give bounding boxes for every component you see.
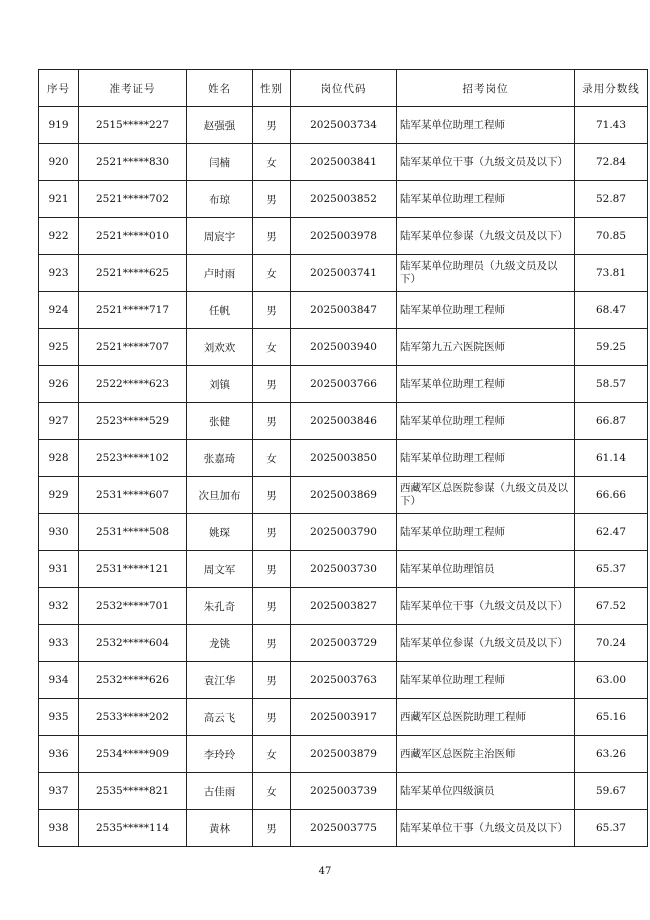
cell-name: 卢时雨 (187, 255, 253, 292)
cell-name: 任帆 (187, 292, 253, 329)
cell-post-code: 2025003730 (291, 551, 397, 588)
cell-name: 赵强强 (187, 107, 253, 144)
cell-ticket-number: 2521*****717 (79, 292, 187, 329)
cell-post: 陆军某单位干事（九级文员及以下） (397, 144, 575, 181)
cell-post: 陆军某单位参谋（九级文员及以下） (397, 625, 575, 662)
cell-ticket-number: 2534*****909 (79, 736, 187, 773)
cell-ticket-number: 2522*****623 (79, 366, 187, 403)
cell-ticket-number: 2531*****121 (79, 551, 187, 588)
cell-post-code: 2025003917 (291, 699, 397, 736)
table-row (39, 699, 648, 736)
cell-post-code: 2025003766 (291, 366, 397, 403)
cell-score: 70.24 (575, 625, 648, 662)
cell-post-code: 2025003869 (291, 477, 397, 514)
cell-gender: 男 (253, 181, 291, 218)
cell-serial: 924 (39, 292, 79, 329)
cell-ticket-number: 2532*****604 (79, 625, 187, 662)
table-row (39, 440, 648, 477)
cell-post: 陆军某单位参谋（九级文员及以下） (397, 218, 575, 255)
cell-gender: 男 (253, 662, 291, 699)
cell-post: 陆军某单位助理工程师 (397, 403, 575, 440)
cell-name: 刘镇 (187, 366, 253, 403)
cell-score: 59.67 (575, 773, 648, 810)
cell-score: 63.26 (575, 736, 648, 773)
cell-post: 陆军某单位助理工程师 (397, 181, 575, 218)
cell-post: 西藏军区总医院助理工程师 (397, 699, 575, 736)
cell-name: 刘欢欢 (187, 329, 253, 366)
cell-name: 闫楠 (187, 144, 253, 181)
header-score: 录用分数线 (575, 70, 648, 107)
cell-post-code: 2025003879 (291, 736, 397, 773)
cell-score: 71.43 (575, 107, 648, 144)
cell-post: 陆军某单位四级演员 (397, 773, 575, 810)
table-row (39, 662, 648, 699)
cell-serial: 923 (39, 255, 79, 292)
cell-gender: 女 (253, 144, 291, 181)
cell-score: 52.87 (575, 181, 648, 218)
cell-post: 陆军某单位助理工程师 (397, 440, 575, 477)
cell-serial: 938 (39, 810, 79, 847)
cell-post: 陆军某单位干事（九级文员及以下） (397, 810, 575, 847)
table-row (39, 477, 648, 514)
cell-ticket-number: 2523*****529 (79, 403, 187, 440)
cell-gender: 男 (253, 588, 291, 625)
cell-serial: 936 (39, 736, 79, 773)
cell-post-code: 2025003847 (291, 292, 397, 329)
cell-post: 陆军某单位干事（九级文员及以下） (397, 588, 575, 625)
cell-name: 黄林 (187, 810, 253, 847)
cell-ticket-number: 2521*****625 (79, 255, 187, 292)
cell-score: 73.81 (575, 255, 648, 292)
cell-post: 陆军某单位助理工程师 (397, 662, 575, 699)
cell-gender: 男 (253, 699, 291, 736)
cell-serial: 925 (39, 329, 79, 366)
cell-post-code: 2025003763 (291, 662, 397, 699)
cell-serial: 934 (39, 662, 79, 699)
cell-post: 西藏军区总医院主治医师 (397, 736, 575, 773)
cell-name: 朱孔奇 (187, 588, 253, 625)
header-gender: 性别 (253, 70, 291, 107)
cell-post-code: 2025003734 (291, 107, 397, 144)
cell-serial: 929 (39, 477, 79, 514)
cell-gender: 男 (253, 107, 291, 144)
cell-post-code: 2025003841 (291, 144, 397, 181)
cell-score: 59.25 (575, 329, 648, 366)
cell-post-code: 2025003741 (291, 255, 397, 292)
cell-post: 陆军某单位助理工程师 (397, 514, 575, 551)
cell-post: 陆军第九五六医院医师 (397, 329, 575, 366)
cell-gender: 男 (253, 403, 291, 440)
cell-name: 张嘉琦 (187, 440, 253, 477)
cell-serial: 935 (39, 699, 79, 736)
cell-score: 67.52 (575, 588, 648, 625)
cell-name: 次旦加布 (187, 477, 253, 514)
cell-gender: 男 (253, 514, 291, 551)
cell-gender: 男 (253, 551, 291, 588)
table-row (39, 366, 648, 403)
cell-name: 袁江华 (187, 662, 253, 699)
table-row (39, 773, 648, 810)
cell-ticket-number: 2523*****102 (79, 440, 187, 477)
cell-serial: 919 (39, 107, 79, 144)
cell-gender: 男 (253, 625, 291, 662)
table-row (39, 218, 648, 255)
cell-post-code: 2025003940 (291, 329, 397, 366)
cell-post-code: 2025003852 (291, 181, 397, 218)
header-name: 姓名 (187, 70, 253, 107)
header-row (39, 70, 648, 107)
cell-serial: 930 (39, 514, 79, 551)
cell-post-code: 2025003775 (291, 810, 397, 847)
cell-gender: 男 (253, 218, 291, 255)
cell-score: 66.87 (575, 403, 648, 440)
cell-post-code: 2025003846 (291, 403, 397, 440)
header-post: 招考岗位 (397, 70, 575, 107)
score-table (38, 69, 648, 847)
cell-ticket-number: 2515*****227 (79, 107, 187, 144)
table-row (39, 810, 648, 847)
header-post-code: 岗位代码 (291, 70, 397, 107)
cell-gender: 女 (253, 255, 291, 292)
cell-post: 陆军某单位助理工程师 (397, 107, 575, 144)
cell-gender: 女 (253, 440, 291, 477)
cell-ticket-number: 2532*****626 (79, 662, 187, 699)
cell-post-code: 2025003739 (291, 773, 397, 810)
table-row (39, 736, 648, 773)
cell-serial: 927 (39, 403, 79, 440)
cell-post-code: 2025003790 (291, 514, 397, 551)
cell-name: 龙铫 (187, 625, 253, 662)
cell-score: 61.14 (575, 440, 648, 477)
table-row (39, 181, 648, 218)
cell-post-code: 2025003827 (291, 588, 397, 625)
cell-gender: 女 (253, 773, 291, 810)
cell-ticket-number: 2535*****821 (79, 773, 187, 810)
cell-ticket-number: 2531*****508 (79, 514, 187, 551)
cell-gender: 男 (253, 477, 291, 514)
header-ticket-number: 准考证号 (79, 70, 187, 107)
cell-ticket-number: 2521*****702 (79, 181, 187, 218)
cell-ticket-number: 2533*****202 (79, 699, 187, 736)
cell-score: 72.84 (575, 144, 648, 181)
table-row (39, 255, 648, 292)
table-row (39, 144, 648, 181)
cell-gender: 女 (253, 329, 291, 366)
cell-score: 62.47 (575, 514, 648, 551)
table-body (39, 107, 648, 847)
cell-serial: 931 (39, 551, 79, 588)
page-number: 47 (318, 866, 332, 877)
cell-serial: 933 (39, 625, 79, 662)
cell-name: 高云飞 (187, 699, 253, 736)
cell-name: 姚琛 (187, 514, 253, 551)
cell-ticket-number: 2521*****707 (79, 329, 187, 366)
cell-score: 68.47 (575, 292, 648, 329)
cell-serial: 937 (39, 773, 79, 810)
cell-serial: 926 (39, 366, 79, 403)
cell-gender: 男 (253, 810, 291, 847)
cell-name: 布琼 (187, 181, 253, 218)
cell-score: 65.37 (575, 810, 648, 847)
cell-post: 陆军某单位助理工程师 (397, 292, 575, 329)
table-row (39, 329, 648, 366)
cell-gender: 女 (253, 736, 291, 773)
table-row (39, 107, 648, 144)
cell-score: 58.57 (575, 366, 648, 403)
cell-name: 古佳雨 (187, 773, 253, 810)
cell-score: 70.85 (575, 218, 648, 255)
table-row (39, 403, 648, 440)
cell-post-code: 2025003850 (291, 440, 397, 477)
cell-gender: 男 (253, 292, 291, 329)
cell-score: 65.16 (575, 699, 648, 736)
cell-serial: 921 (39, 181, 79, 218)
cell-serial: 920 (39, 144, 79, 181)
cell-post-code: 2025003729 (291, 625, 397, 662)
cell-ticket-number: 2521*****010 (79, 218, 187, 255)
table-row (39, 588, 648, 625)
cell-name: 张健 (187, 403, 253, 440)
cell-ticket-number: 2521*****830 (79, 144, 187, 181)
table-row (39, 514, 648, 551)
cell-serial: 928 (39, 440, 79, 477)
cell-name: 周宸宇 (187, 218, 253, 255)
cell-post: 陆军某单位助理馆员 (397, 551, 575, 588)
cell-serial: 932 (39, 588, 79, 625)
cell-score: 63.00 (575, 662, 648, 699)
cell-post: 陆军某单位助理工程师 (397, 366, 575, 403)
table-row (39, 292, 648, 329)
table-row (39, 551, 648, 588)
cell-post-code: 2025003978 (291, 218, 397, 255)
cell-name: 周文军 (187, 551, 253, 588)
table-row (39, 625, 648, 662)
cell-ticket-number: 2532*****701 (79, 588, 187, 625)
cell-name: 李玲玲 (187, 736, 253, 773)
cell-ticket-number: 2535*****114 (79, 810, 187, 847)
cell-gender: 男 (253, 366, 291, 403)
header-serial: 序号 (39, 70, 79, 107)
cell-ticket-number: 2531*****607 (79, 477, 187, 514)
cell-score: 65.37 (575, 551, 648, 588)
cell-score: 66.66 (575, 477, 648, 514)
cell-post: 西藏军区总医院参谋（九级文员及以下） (397, 477, 575, 514)
cell-post: 陆军某单位助理员（九级文员及以下） (397, 255, 575, 292)
cell-serial: 922 (39, 218, 79, 255)
